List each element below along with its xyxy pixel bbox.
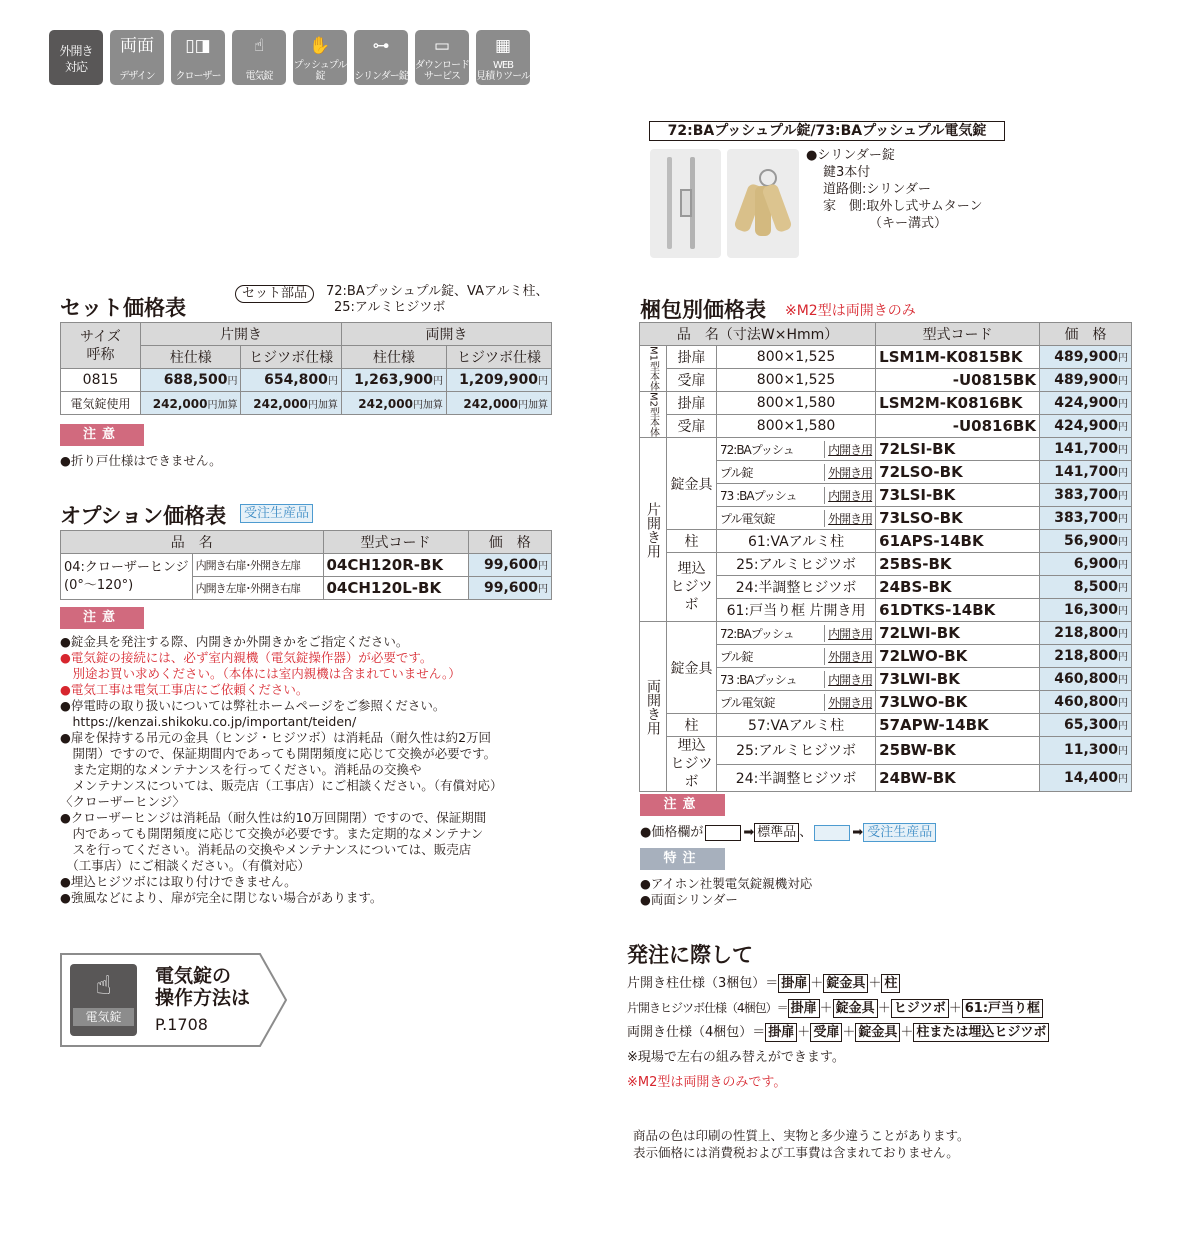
package-price-title: 梱包別価格表 <box>640 298 766 322</box>
notes-left <box>60 634 503 906</box>
table-row: プル錠 外開き用 72LSO-BK 141,700円 <box>640 461 1132 484</box>
features: ●アイホン社製電気錠親機対応 ●両面シリンダー <box>640 876 813 907</box>
double-sided-design-icon: 両面 デザイン <box>110 30 164 85</box>
table-row: M2型本体 掛扉 800×1,580 LSM2M-K0816BK 424,900円 <box>640 392 1132 415</box>
table-row: 柱 57:VAアルミ柱 57APW-14BK 65,300円 <box>640 714 1132 737</box>
order-title: 発注に際して <box>627 943 753 967</box>
table-row: 73 :BAプッシュ 内開き用 73LSI-BK 383,700円 <box>640 484 1132 507</box>
m2-note: ※M2型は両開きのみ <box>785 303 916 319</box>
table-row: 受扉 800×1,525 -U0815BK 489,900円 <box>640 369 1132 392</box>
table-row: プル電気錠 外開き用 73LSO-BK 383,700円 <box>640 507 1132 530</box>
table-row: M1型本体 掛扉 800×1,525 LSM1M-K0815BK 489,900円 <box>640 346 1132 369</box>
closer-icon: ▯◨ クローザー <box>171 30 225 85</box>
outward-open-icon: 外開き 対応 <box>49 30 103 85</box>
order-line: 片開き柱仕様（3梱包）＝ 掛扉 ＋ 錠金具 ＋ 柱 <box>627 972 1049 996</box>
order-note-m2: ※M2型は両開きのみです。 <box>627 1075 787 1090</box>
note-item: ●扉を保持する吊元の金具（ヒンジ・ヒジツボ）は消耗品（耐久性は約2万回 開閉）ですので、保証期間内であっても開閉頻度に応じて交換が必要です。 また定期的なメンテナンスを行ってください。消耗品の交換や メンテナンスについては、販売店（工事店）にご相談ください。（有償対応） <box>60 730 503 793</box>
caution-badge-1: 注意 <box>60 424 144 446</box>
electric-lock-icon: ☝ 電気錠 <box>70 964 137 1036</box>
order-lines <box>627 972 1049 1045</box>
set-price-table: サイズ 呼称 片開き 両開き 柱仕様 ヒジツボ仕様 柱仕様 ヒジツボ仕様 0815 688,500円 654,800円 1,263,900円 1,209,900円 電気錠使用 242,000円加算 242,000円加算 242,000円加算 242,000円加算 <box>60 322 552 415</box>
handle-photo <box>650 149 721 258</box>
set-parts-desc: 72:BAプッシュプル錠、VAアルミ柱、 25:アルミヒジツボ <box>326 284 549 315</box>
option-price-title: オプション価格表 <box>60 504 227 528</box>
note-item: ●電気錠の接続には、必ず室内親機（電気錠操作器）が必要です。 別途お買い求めください。（本体には室内親機は含まれていません。） <box>60 650 461 681</box>
keys-photo <box>727 149 799 258</box>
note-item: ●埋込ヒジツボには取り付けできません。 <box>60 874 297 889</box>
caution-badge-2: 注意 <box>60 607 144 629</box>
table-row: 61:戸当り框 片開き用 61DTKS-14BK 16,300円 <box>640 599 1132 622</box>
table-row: 24:半調整ヒジツボ 24BW-BK 14,400円 <box>640 764 1132 792</box>
note-item: ●電気工事は電気工事店にご依頼ください。 <box>60 682 309 697</box>
table-row: 両開き用 錠金具 72:BAプッシュ 内開き用 72LWI-BK 218,800円 <box>640 622 1132 645</box>
web-estimate-tool-icon: ▦ WEB 見積りツール <box>476 30 530 85</box>
option-price-table: 品 名 型式コード 価 格 04:クローザーヒンジ (0°〜120°) 内開き右扉･外開き左扉 04CH120R-BK 99,600円 内開き左扉･外開き右扉 04CH120L-BK 99,600円 <box>60 530 552 600</box>
lock-description: ●シリンダー錠 鍵3本付 道路側:シリンダー 家 側:取外し式サムターン （キー溝式） <box>806 148 983 231</box>
lock-title: 72:BAプッシュプル錠/73:BAプッシュプル電気錠 <box>649 121 1005 141</box>
legend: ●価格欄が ➡ 標準品 、 ➡ 受注生産品 <box>640 823 936 843</box>
caution-note-1: ●折り戸仕様はできません。 <box>60 453 222 468</box>
push-pull-lock-icon: ✋ プッシュプル錠 <box>293 30 347 85</box>
table-row: 柱 61:VAアルミ柱 61APS-14BK 56,900円 <box>640 530 1132 553</box>
table-row: 73 :BAプッシュ 内開き用 73LWI-BK 460,800円 <box>640 668 1132 691</box>
download-service-icon: ▭ ダウンロード サービス <box>415 30 469 85</box>
set-parts-label: セット部品 <box>235 285 314 303</box>
note-item: ●強風などにより、扉が完全に閉じない場合があります。 <box>60 890 383 905</box>
caution-badge-3: 注意 <box>640 794 725 816</box>
order-note: ※現場で左右の組み替えができます。 <box>627 1050 845 1065</box>
footer-note: 商品の色は印刷の性質上、実物と多少違うことがあります。 表示価格には消費税および工事費は含まれておりません。 <box>633 1128 970 1160</box>
order-line: 両開き仕様（4梱包）＝ 掛扉 ＋ 受扉 ＋ 錠金具 ＋ 柱または埋込ヒジツボ <box>627 1021 1049 1045</box>
cylinder-lock-icon: ⊶ シリンダー錠 <box>354 30 408 85</box>
table-row: 24:半調整ヒジツボ 24BS-BK 8,500円 <box>640 576 1132 599</box>
table-row: 埋込 ヒジツボ 25:アルミヒジツボ 25BW-BK 11,300円 <box>640 737 1132 765</box>
table-row: 品 名（寸法W×Hmm） 型式コード 価 格 <box>640 323 1132 346</box>
note-item: ●クローザーヒンジは消耗品（耐久性は約10万回開閉）ですので、保証期間 内であっても開閉頻度に応じて交換が必要です。また定期的なメンテナン スを行ってください。消耗品の交換やメンテナンスについては、販売店 （工事店）にご相談ください。（有償対応） <box>60 810 487 873</box>
note-item: ●停電時の取り扱いについては弊社ホームページをご参照ください。 https://kenzai.shikoku.co.jp/important/teiden/ <box>60 698 446 729</box>
note-item: 〈クローザーヒンジ〉 <box>60 794 185 809</box>
electric-lock-icon: ☝ 電気錠 <box>232 30 286 85</box>
set-price-title: セット価格表 <box>60 296 186 320</box>
table-row: プル電気錠 外開き用 73LWO-BK 460,800円 <box>640 691 1132 714</box>
table-row: 埋込 ヒジツボ 25:アルミヒジツボ 25BS-BK 6,900円 <box>640 553 1132 576</box>
table-row: 受扉 800×1,580 -U0816BK 424,900円 <box>640 415 1132 438</box>
note-item: ●錠金具を発注する際、内開きか外開きかをご指定ください。 <box>60 634 409 649</box>
order-line: 片開きヒジツボ仕様（4梱包）＝ 掛扉 ＋ 錠金具 ＋ ヒジツボ ＋ 61:戸当り框 <box>627 996 1049 1021</box>
table-row: 片開き用 錠金具 72:BAプッシュ 内開き用 72LSI-BK 141,700円 <box>640 438 1132 461</box>
package-price-table <box>639 322 1132 792</box>
electric-lock-reference: ☝ 電気錠 電気錠の 操作方法は P.1708 <box>60 953 287 1047</box>
table-row: プル錠 外開き用 72LWO-BK 218,800円 <box>640 645 1132 668</box>
made-to-order-tag: 受注生産品 <box>240 504 313 523</box>
feature-badge: 特注 <box>640 848 725 870</box>
